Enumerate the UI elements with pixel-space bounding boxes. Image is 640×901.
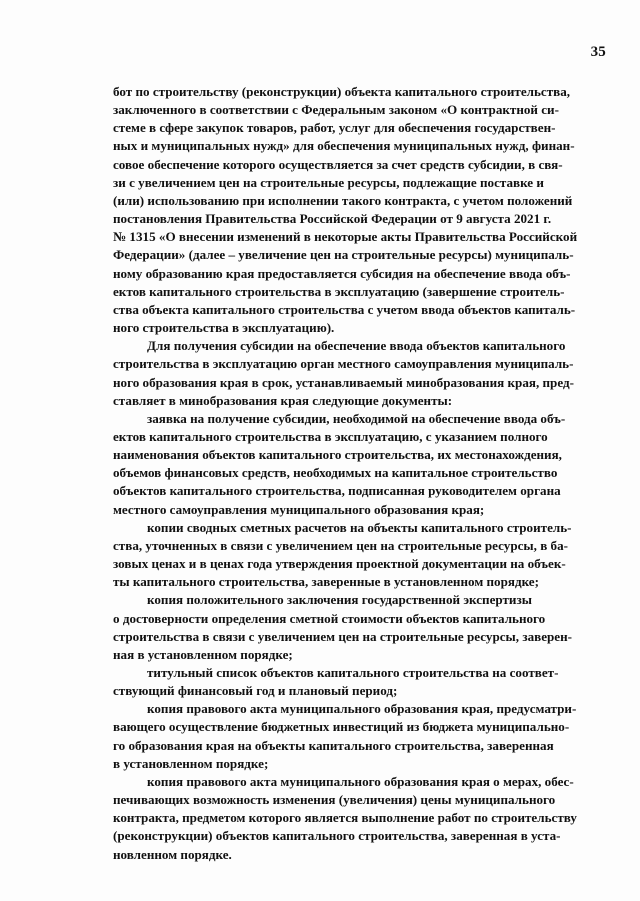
paragraph-1: бот по строительству (реконструкции) объекта капитального строительства, заключенного в соответствии с Федеральным законом «О контрактной си- стеме в сфере закупок товаров, работ, услуг для обеспечения государствен- ных и муниципальных нужд» для обеспечения муниципальных нужд, финан- совое обеспечение которого осуществляется за счет средств субсидии, в свя- зи с увеличением цен на строительные ресурсы, подлежащие поставке и (или) использованию при исполнении такого контракта, с учетом положений постановления Правительства Российской Федерации от 9 августа 2021 г. № 1315 «О внесении изменений в некоторые акты Правительства Российской Федерации» (далее – увеличение цен на строительные ресурсы) муниципаль- ному образованию края предоставляется субсидия на обеспечение ввода объ- ектов капитального строительства в эксплуатацию (завершение строитель- ства объекта капитального строительства с учетом ввода объектов капиталь- ного строительства в эксплуатацию). (113, 84, 578, 336)
paragraph-4: копии сводных сметных расчетов на объекты капитального строитель- ства, уточненных в связи с увеличением цен на строительные ресурсы, в ба- зовых ценах и в ценах года утверждения проектной документации на объек- ты капитального строительства, заверенные в установленном порядке; (113, 519, 572, 590)
paragraph-8: копия правового акта муниципального образования края о мерах, обес- печивающих возможность изменения (увеличения) цены муниципального контракта, предметом которого является выполнение работ по строительству (реконструкции) объектов капитального строительства, заверенная в уста- новленном порядке. (113, 773, 577, 862)
paragraph-5: копия положительного заключения государственной экспертизы о достоверности определения сметной стоимости объектов капитального строительства в связи с увеличением цен на строительные ресурсы, заверен- ная в установленном порядке; (113, 592, 573, 662)
document-body (113, 83, 600, 864)
page-number: 35 (590, 44, 606, 60)
paragraph-6: титульный список объектов капитального строительства на соответ- ствующий финансовый год и плановый период; (113, 665, 559, 699)
paragraph-3: заявка на получение субсидии, необходимой на обеспечение ввода объ- ектов капитального строительства в эксплуатацию, с указанием полного наименования объектов капитального строительства, их местонахождения, объемов финансовых средств, необходимых на капитальное строительство объектов капитального строительства, подписанная руководителем органа местного самоуправления муниципального образования края; (113, 410, 566, 517)
paragraph-7: копия правового акта муниципального образования края, предусматри- вающего осуществление бюджетных инвестиций из бюджета муниципально- го образования края на объекты капитального строительства, заверенная в установленном порядке; (113, 701, 577, 771)
paragraph-2: Для получения субсидии на обеспечение ввода объектов капитального строительства в эксплуатацию орган местного самоуправления муниципаль- ного образования края в срок, устанавливаемый минобразования края, пред- ставляет в минобразования края следующие документы: (113, 338, 574, 408)
